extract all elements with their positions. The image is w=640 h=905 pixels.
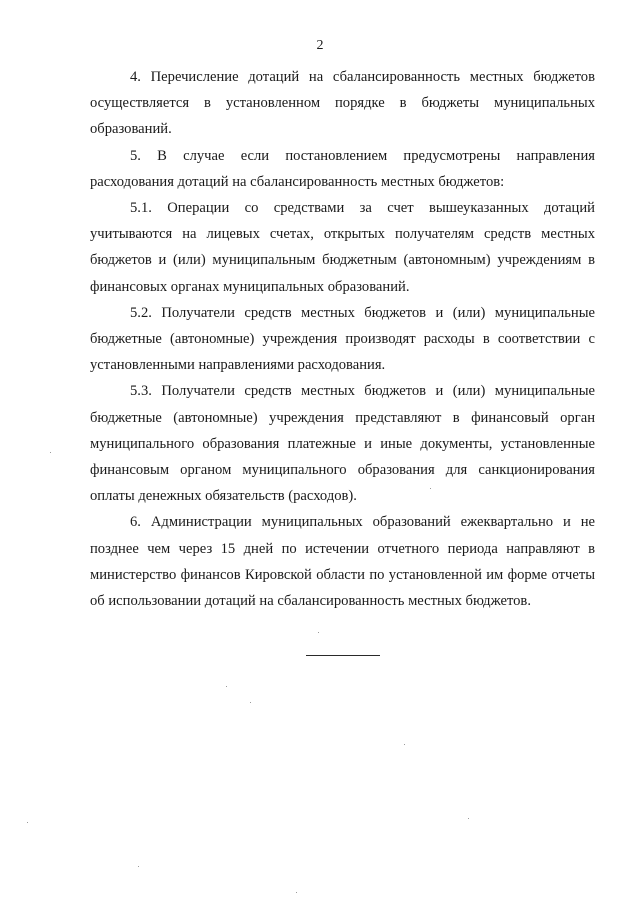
paragraph-5-3: 5.3. Получатели средств местных бюджетов и (или) муниципальные бюджетные (автономные) учреждения представляют в финансовый орган муниципального образования платежные и иные документы, установленные финансовым органом муниципального образования для санкционирования оплаты денежных обязательств (расходов).: [90, 383, 595, 505]
scan-speck: [50, 452, 51, 453]
scan-speck: [226, 686, 227, 687]
paragraph-6: 6. Администрации муниципальных образований ежеквартально и не позднее чем через 15 дней по истечении отчетного периода направляют в министерство финансов Кировской области по установленной им форме отчеты об использовании дотаций на сбалансированность местных бюджетов.: [90, 514, 595, 610]
paragraph-4: 4. Перечисление дотаций на сбалансированность местных бюджетов осуществляется в установленном порядке в бюджеты муниципальных образований.: [90, 69, 595, 138]
end-divider-line: [306, 655, 380, 656]
scan-speck: [404, 744, 405, 745]
paragraph-5: 5. В случае если постановлением предусмотрены направления расходования дотаций на сбалансированность местных бюджетов:: [90, 147, 595, 190]
scan-speck: [296, 892, 297, 893]
scan-speck: [318, 632, 319, 633]
scan-speck: [430, 488, 431, 489]
scan-speck: [138, 866, 139, 867]
scan-speck: [468, 818, 469, 819]
page-number: 2: [316, 38, 324, 53]
scan-speck: [250, 702, 251, 703]
scan-speck: [27, 822, 28, 823]
paragraph-5-2: 5.2. Получатели средств местных бюджетов и (или) муниципальные бюджетные (автономные) учреждения производят расходы в соответствии с установленными направлениями расходования.: [90, 304, 595, 374]
paragraph-5-1: 5.1. Операции со средствами за счет вышеуказанных дотаций учитываются на лицевых счетах, открытых получателям средств местных бюджетов и (или) муниципальным бюджетным (автономным) учреждениям в финансовых органах муниципальных образований.: [90, 200, 595, 295]
document-body: [90, 64, 595, 614]
